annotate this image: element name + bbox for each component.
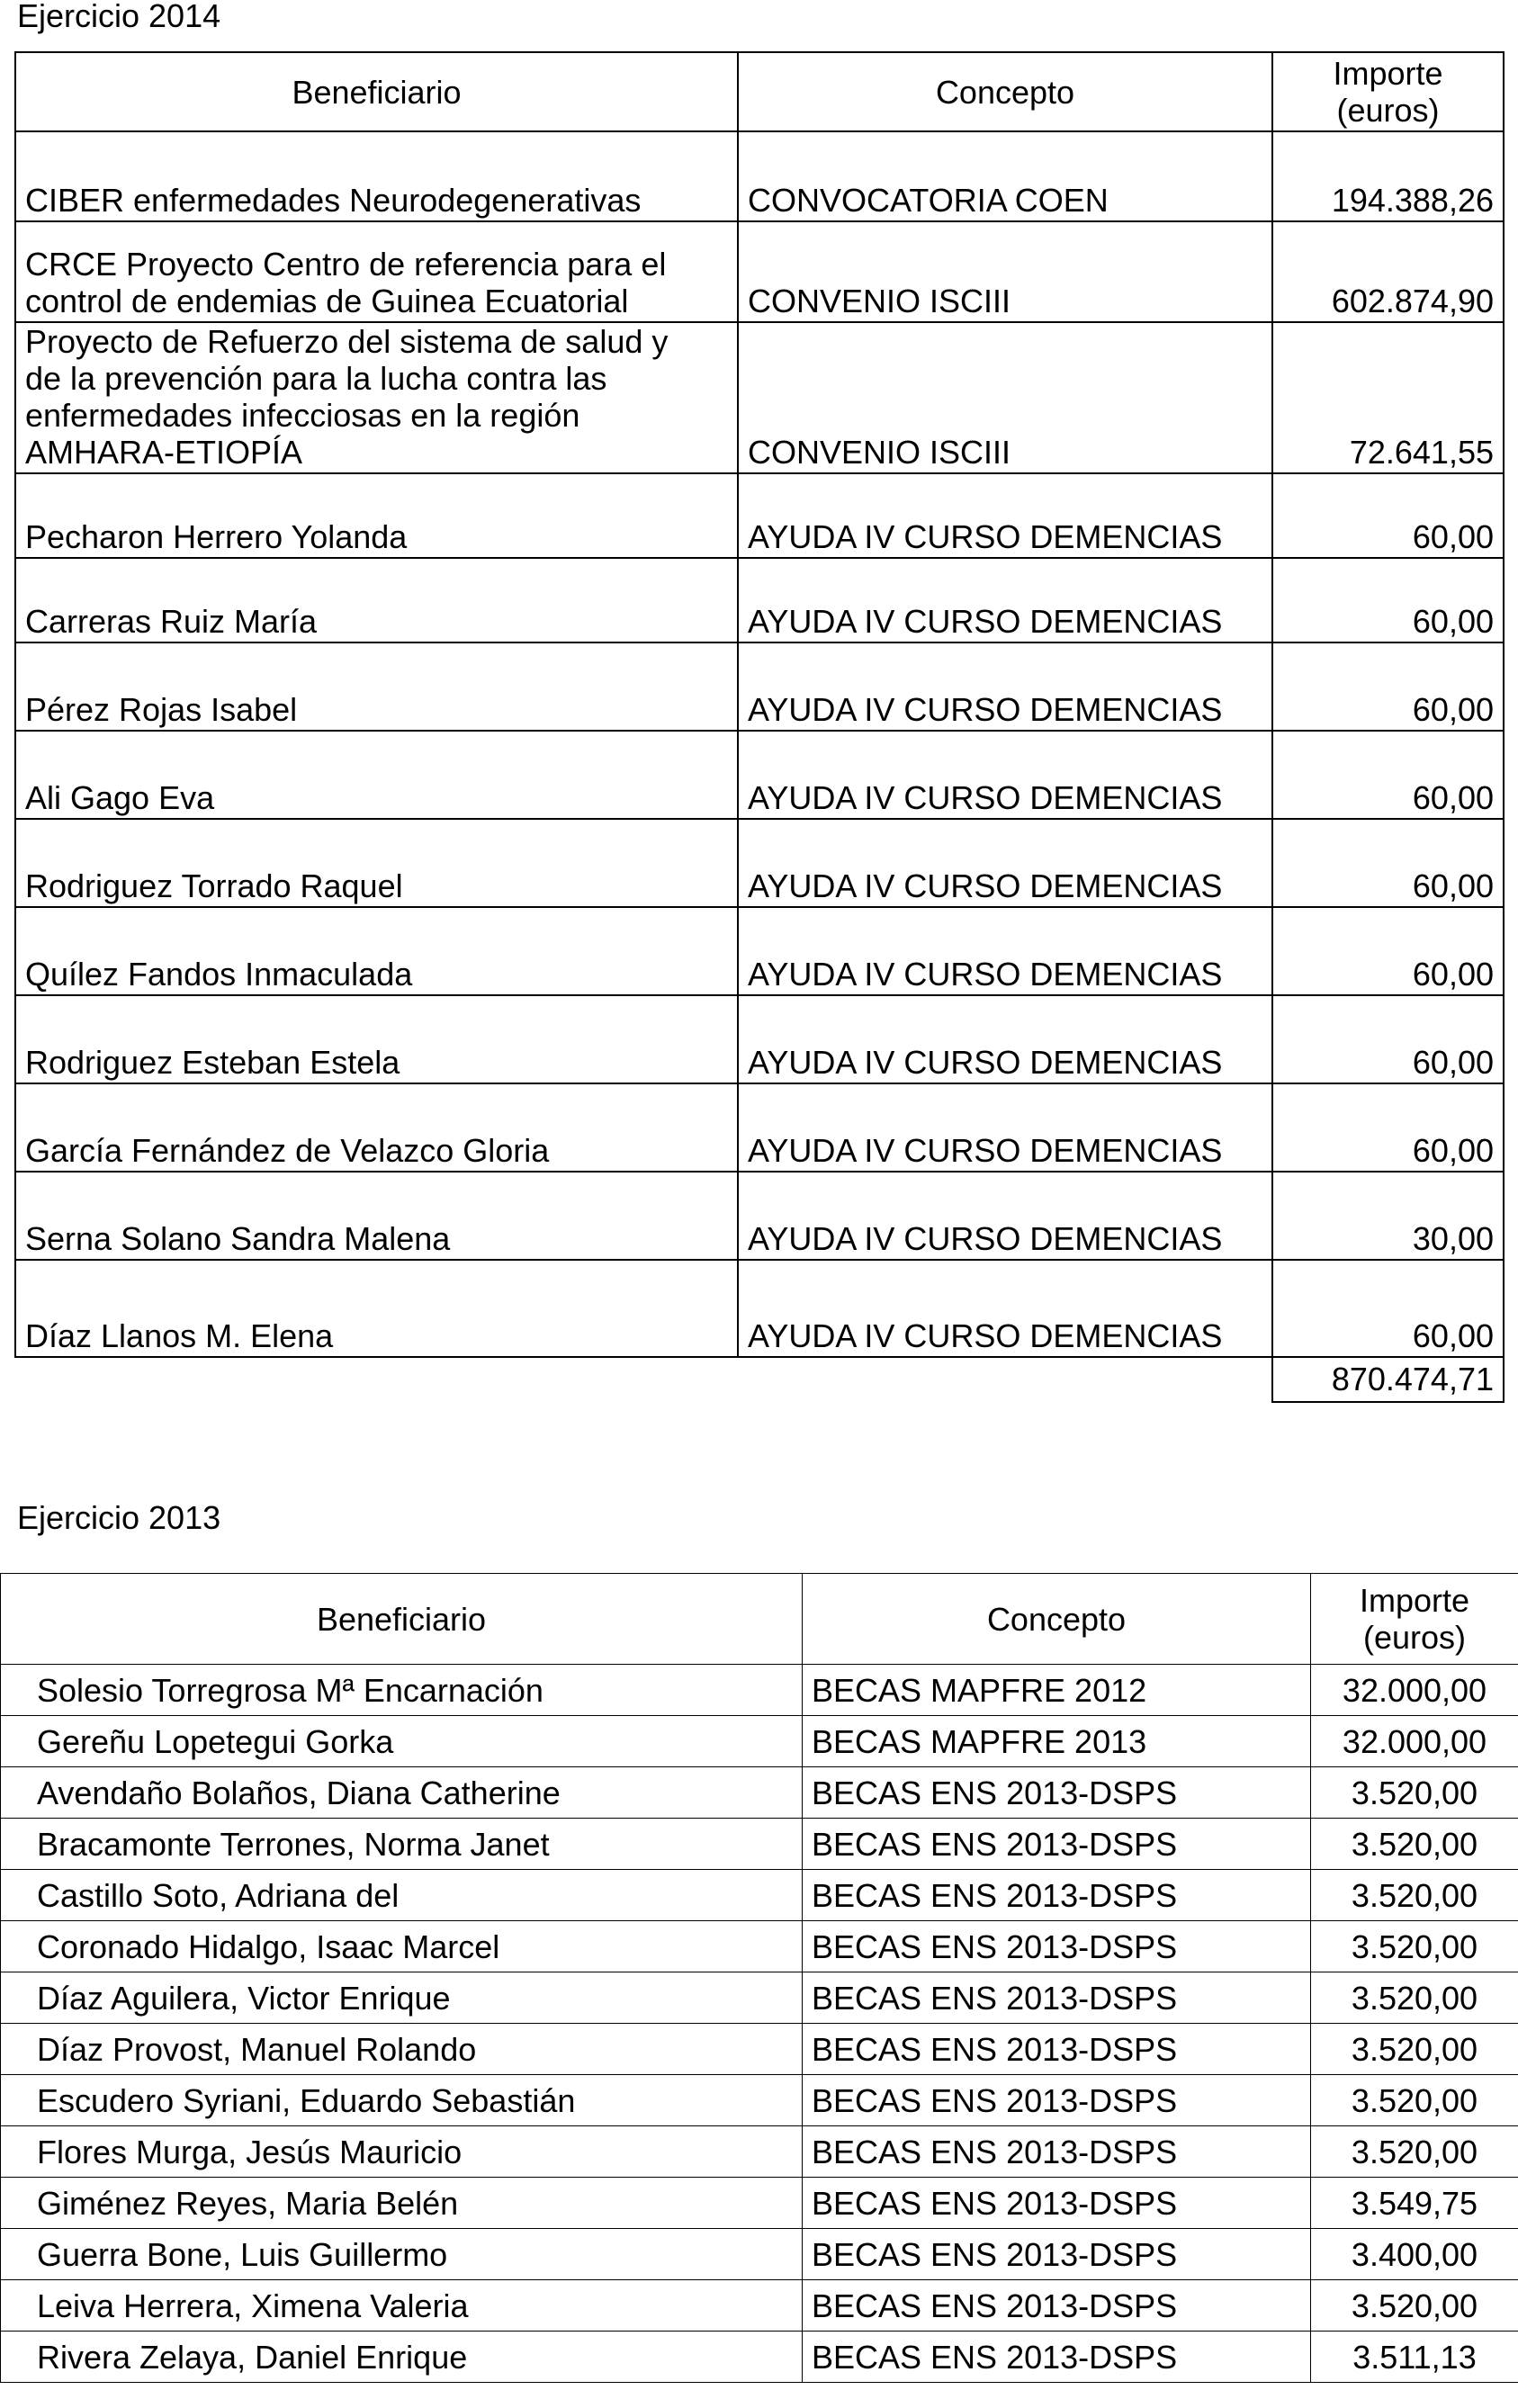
cell-concepto: BECAS ENS 2013-DSPS [803,1767,1311,1819]
header-importe: Importe (euros) [1272,52,1504,131]
cell-beneficiario: Escudero Syriani, Eduardo Sebastián [1,2075,803,2126]
cell-importe: 32.000,00 [1311,1716,1518,1767]
cell-beneficiario: Flores Murga, Jesús Mauricio [1,2126,803,2178]
cell-beneficiario: CRCE Proyecto Centro de referencia para el control de endemias de Guinea Ecuatorial [15,221,738,322]
header-concepto: Concepto [738,52,1272,131]
cell-concepto: CONVOCATORIA COEN [738,131,1272,221]
table-row [15,1260,1504,1357]
cell-concepto: AYUDA IV CURSO DEMENCIAS [738,1260,1272,1357]
table-row [15,558,1504,642]
cell-importe: 72.641,55 [1272,322,1504,473]
table-row [1,1972,1518,2024]
table-row [1,2332,1518,2383]
cell-beneficiario: Díaz Provost, Manuel Rolando [1,2024,803,2075]
cell-beneficiario: Avendaño Bolaños, Diana Catherine [1,1767,803,1819]
table-2013 [0,1573,1518,2383]
header-beneficiario: Beneficiario [1,1574,803,1665]
cell-beneficiario: Serna Solano Sandra Malena [15,1172,738,1260]
cell-concepto: BECAS ENS 2013-DSPS [803,2280,1311,2332]
cell-beneficiario: Rivera Zelaya, Daniel Enrique [1,2332,803,2383]
cell-importe: 3.520,00 [1311,1921,1518,1972]
cell-beneficiario: Pérez Rojas Isabel [15,642,738,731]
cell-importe: 60,00 [1272,558,1504,642]
cell-concepto: CONVENIO ISCIII [738,322,1272,473]
cell-beneficiario: CIBER enfermedades Neurodegenerativas [15,131,738,221]
table-2014-header-row [15,52,1504,131]
cell-concepto: AYUDA IV CURSO DEMENCIAS [738,1083,1272,1172]
cell-beneficiario: Leiva Herrera, Ximena Valeria [1,2280,803,2332]
cell-concepto: AYUDA IV CURSO DEMENCIAS [738,558,1272,642]
cell-beneficiario: Díaz Aguilera, Victor Enrique [1,1972,803,2024]
cell-importe: 30,00 [1272,1172,1504,1260]
cell-beneficiario: Proyecto de Refuerzo del sistema de salud y de la prevención para la lucha contra las enfermedades infecciosas en la región AMHARA-ETIOPÍA [15,322,738,473]
cell-concepto: AYUDA IV CURSO DEMENCIAS [738,907,1272,995]
cell-importe: 60,00 [1272,819,1504,907]
cell-importe: 60,00 [1272,995,1504,1083]
header-importe: Importe (euros) [1311,1574,1518,1665]
total-value: 870.474,71 [1272,1357,1504,1402]
cell-importe: 60,00 [1272,907,1504,995]
cell-importe: 3.520,00 [1311,1870,1518,1921]
cell-importe: 3.511,13 [1311,2332,1518,2383]
table-row [1,1870,1518,1921]
table-row [1,1819,1518,1870]
cell-beneficiario: Coronado Hidalgo, Isaac Marcel [1,1921,803,1972]
cell-beneficiario: Ali Gago Eva [15,731,738,819]
table-row [15,819,1504,907]
table-2013-header-row [1,1574,1518,1665]
table-row [15,1172,1504,1260]
cell-concepto: BECAS ENS 2013-DSPS [803,1819,1311,1870]
cell-concepto: CONVENIO ISCIII [738,221,1272,322]
cell-beneficiario: Díaz Llanos M. Elena [15,1260,738,1357]
cell-beneficiario: Solesio Torregrosa Mª Encarnación [1,1665,803,1716]
cell-beneficiario: Quílez Fandos Inmaculada [15,907,738,995]
cell-concepto: AYUDA IV CURSO DEMENCIAS [738,819,1272,907]
cell-importe: 60,00 [1272,1083,1504,1172]
table-row [15,221,1504,322]
table-row [1,1921,1518,1972]
cell-importe: 3.400,00 [1311,2229,1518,2280]
cell-importe: 60,00 [1272,473,1504,558]
table-row [15,907,1504,995]
cell-importe: 32.000,00 [1311,1665,1518,1716]
cell-beneficiario: García Fernández de Velazco Gloria [15,1083,738,1172]
table-2013-body [1,1665,1518,2383]
cell-beneficiario: Pecharon Herrero Yolanda [15,473,738,558]
cell-concepto: AYUDA IV CURSO DEMENCIAS [738,995,1272,1083]
cell-concepto: BECAS ENS 2013-DSPS [803,1972,1311,2024]
cell-importe: 60,00 [1272,731,1504,819]
cell-concepto: AYUDA IV CURSO DEMENCIAS [738,731,1272,819]
cell-concepto: AYUDA IV CURSO DEMENCIAS [738,473,1272,558]
cell-beneficiario: Castillo Soto, Adriana del [1,1870,803,1921]
table-row [1,2126,1518,2178]
cell-concepto: BECAS ENS 2013-DSPS [803,2126,1311,2178]
section-2014-title: Ejercicio 2014 [17,0,221,34]
cell-beneficiario: Gereñu Lopetegui Gorka [1,1716,803,1767]
table-row [15,1083,1504,1172]
cell-concepto: BECAS ENS 2013-DSPS [803,2178,1311,2229]
cell-concepto: BECAS ENS 2013-DSPS [803,1870,1311,1921]
header-beneficiario: Beneficiario [15,52,738,131]
table-row [1,2229,1518,2280]
table-row [15,995,1504,1083]
cell-importe: 3.520,00 [1311,2126,1518,2178]
cell-beneficiario: Guerra Bone, Luis Guillermo [1,2229,803,2280]
table-row [1,2178,1518,2229]
cell-concepto: BECAS ENS 2013-DSPS [803,1921,1311,1972]
table-row [15,642,1504,731]
cell-importe: 3.520,00 [1311,2075,1518,2126]
cell-importe: 194.388,26 [1272,131,1504,221]
table-2014-body [15,131,1504,1357]
cell-concepto: BECAS ENS 2013-DSPS [803,2075,1311,2126]
table-row [1,1716,1518,1767]
table-row [1,1767,1518,1819]
table-row [1,2075,1518,2126]
table-2014 [14,51,1505,1403]
table-row [1,1665,1518,1716]
cell-concepto: BECAS MAPFRE 2013 [803,1716,1311,1767]
total-spacer [738,1357,1272,1402]
cell-importe: 602.874,90 [1272,221,1504,322]
total-row [15,1357,1504,1402]
cell-concepto: BECAS ENS 2013-DSPS [803,2229,1311,2280]
section-2013-title: Ejercicio 2013 [17,1499,221,1536]
cell-beneficiario: Rodriguez Esteban Estela [15,995,738,1083]
cell-beneficiario: Carreras Ruiz María [15,558,738,642]
table-row [15,322,1504,473]
cell-concepto: AYUDA IV CURSO DEMENCIAS [738,642,1272,731]
cell-concepto: BECAS MAPFRE 2012 [803,1665,1311,1716]
cell-importe: 3.520,00 [1311,1819,1518,1870]
cell-beneficiario: Bracamonte Terrones, Norma Janet [1,1819,803,1870]
header-concepto: Concepto [803,1574,1311,1665]
cell-importe: 3.520,00 [1311,2024,1518,2075]
cell-concepto: BECAS ENS 2013-DSPS [803,2024,1311,2075]
table-row [15,473,1504,558]
cell-importe: 60,00 [1272,642,1504,731]
cell-beneficiario: Rodriguez Torrado Raquel [15,819,738,907]
total-spacer [15,1357,738,1402]
cell-importe: 3.520,00 [1311,1767,1518,1819]
cell-beneficiario: Giménez Reyes, Maria Belén [1,2178,803,2229]
cell-importe: 60,00 [1272,1260,1504,1357]
cell-concepto: AYUDA IV CURSO DEMENCIAS [738,1172,1272,1260]
cell-concepto: BECAS ENS 2013-DSPS [803,2332,1311,2383]
table-row [15,731,1504,819]
table-row [15,131,1504,221]
table-row [1,2024,1518,2075]
cell-importe: 3.549,75 [1311,2178,1518,2229]
cell-importe: 3.520,00 [1311,2280,1518,2332]
cell-importe: 3.520,00 [1311,1972,1518,2024]
table-row [1,2280,1518,2332]
